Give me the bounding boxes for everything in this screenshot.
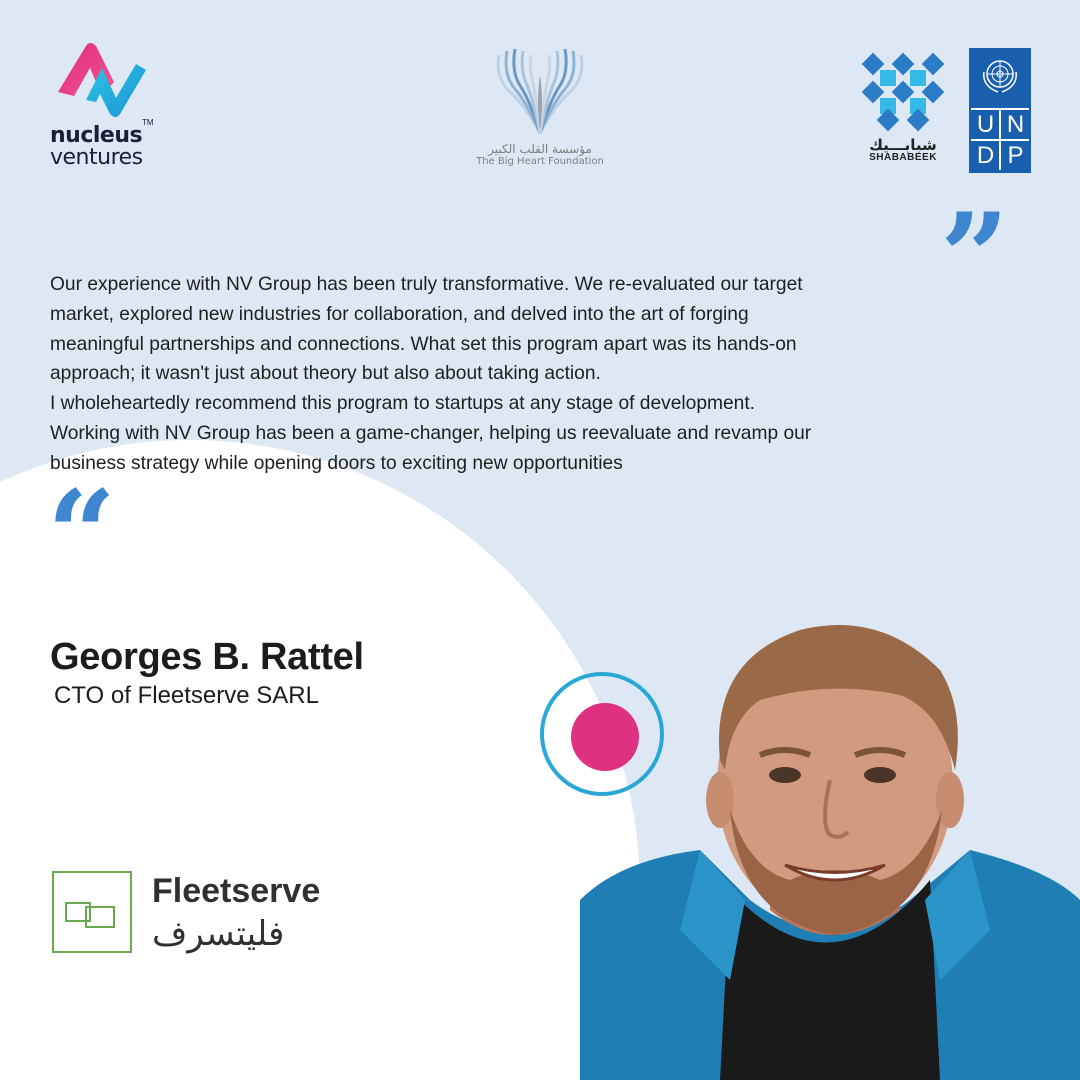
big-heart-english-name: The Big Heart Foundation bbox=[476, 156, 604, 167]
ventures-word: ventures bbox=[50, 145, 143, 170]
testimonial-line: I wholeheartedly recommend this program to startups at any stage of development. bbox=[50, 393, 755, 415]
nucleus-ventures-wordmark bbox=[50, 125, 143, 169]
shababeek-logo bbox=[858, 48, 948, 173]
testimonial-line: Working with NV Group has been a game-changer, helping us reevaluate and revamp our bbox=[50, 422, 812, 444]
person-title: CTO of Fleetserve SARL bbox=[54, 682, 319, 709]
un-emblem-icon bbox=[976, 52, 1024, 100]
undp-letter-d: D bbox=[971, 141, 1000, 170]
fleetserve-logo-box bbox=[52, 871, 132, 953]
testimonial-line: market, explored new industries for collaboration, and delved into the art of forging bbox=[50, 303, 749, 325]
undp-logo bbox=[969, 48, 1031, 173]
undp-divider-top bbox=[971, 108, 1029, 110]
close-quote-icon: ” bbox=[940, 187, 1010, 328]
big-heart-foundation-logo bbox=[470, 45, 610, 175]
nucleus-ventures-logo bbox=[50, 40, 160, 175]
fleetserve-name: Fleetserve bbox=[152, 872, 321, 910]
undp-letter-p: P bbox=[1001, 141, 1030, 170]
nv-logo-mark-icon bbox=[56, 40, 148, 120]
undp-letter-n: N bbox=[1001, 110, 1030, 139]
shababeek-english-name: SHABABEEK bbox=[869, 152, 937, 163]
trademark-label: TM bbox=[142, 118, 154, 127]
testimonial-line: meaningful partnerships and connections. What set this program apart was its hands-on bbox=[50, 333, 797, 355]
big-heart-emblem-icon bbox=[485, 45, 595, 135]
person-photo bbox=[580, 600, 1080, 1080]
open-quote-icon: “ bbox=[47, 464, 117, 605]
testimonial-text bbox=[50, 270, 1035, 479]
big-heart-arabic-name: مؤسسة القلب الكبير bbox=[488, 142, 592, 156]
shababeek-pattern-icon bbox=[858, 48, 948, 133]
person-name: Georges B. Rattel bbox=[50, 636, 364, 678]
nucleus-word: nucleus bbox=[50, 123, 143, 148]
shababeek-arabic-name: شبابـــيك bbox=[869, 136, 937, 154]
undp-divider-horizontal bbox=[971, 139, 1029, 141]
testimonial-line: business strategy while opening doors to exciting new opportunities bbox=[50, 452, 623, 474]
testimonial-line: approach; it wasn't just about theory but also about taking action. bbox=[50, 363, 601, 385]
fleetserve-arabic-name: فليتسرف bbox=[152, 914, 285, 954]
undp-letter-u: U bbox=[971, 110, 1000, 139]
fleetserve-mark-icon bbox=[54, 873, 130, 951]
testimonial-line: Our experience with NV Group has been truly transformative. We re-evaluated our target bbox=[50, 274, 803, 295]
